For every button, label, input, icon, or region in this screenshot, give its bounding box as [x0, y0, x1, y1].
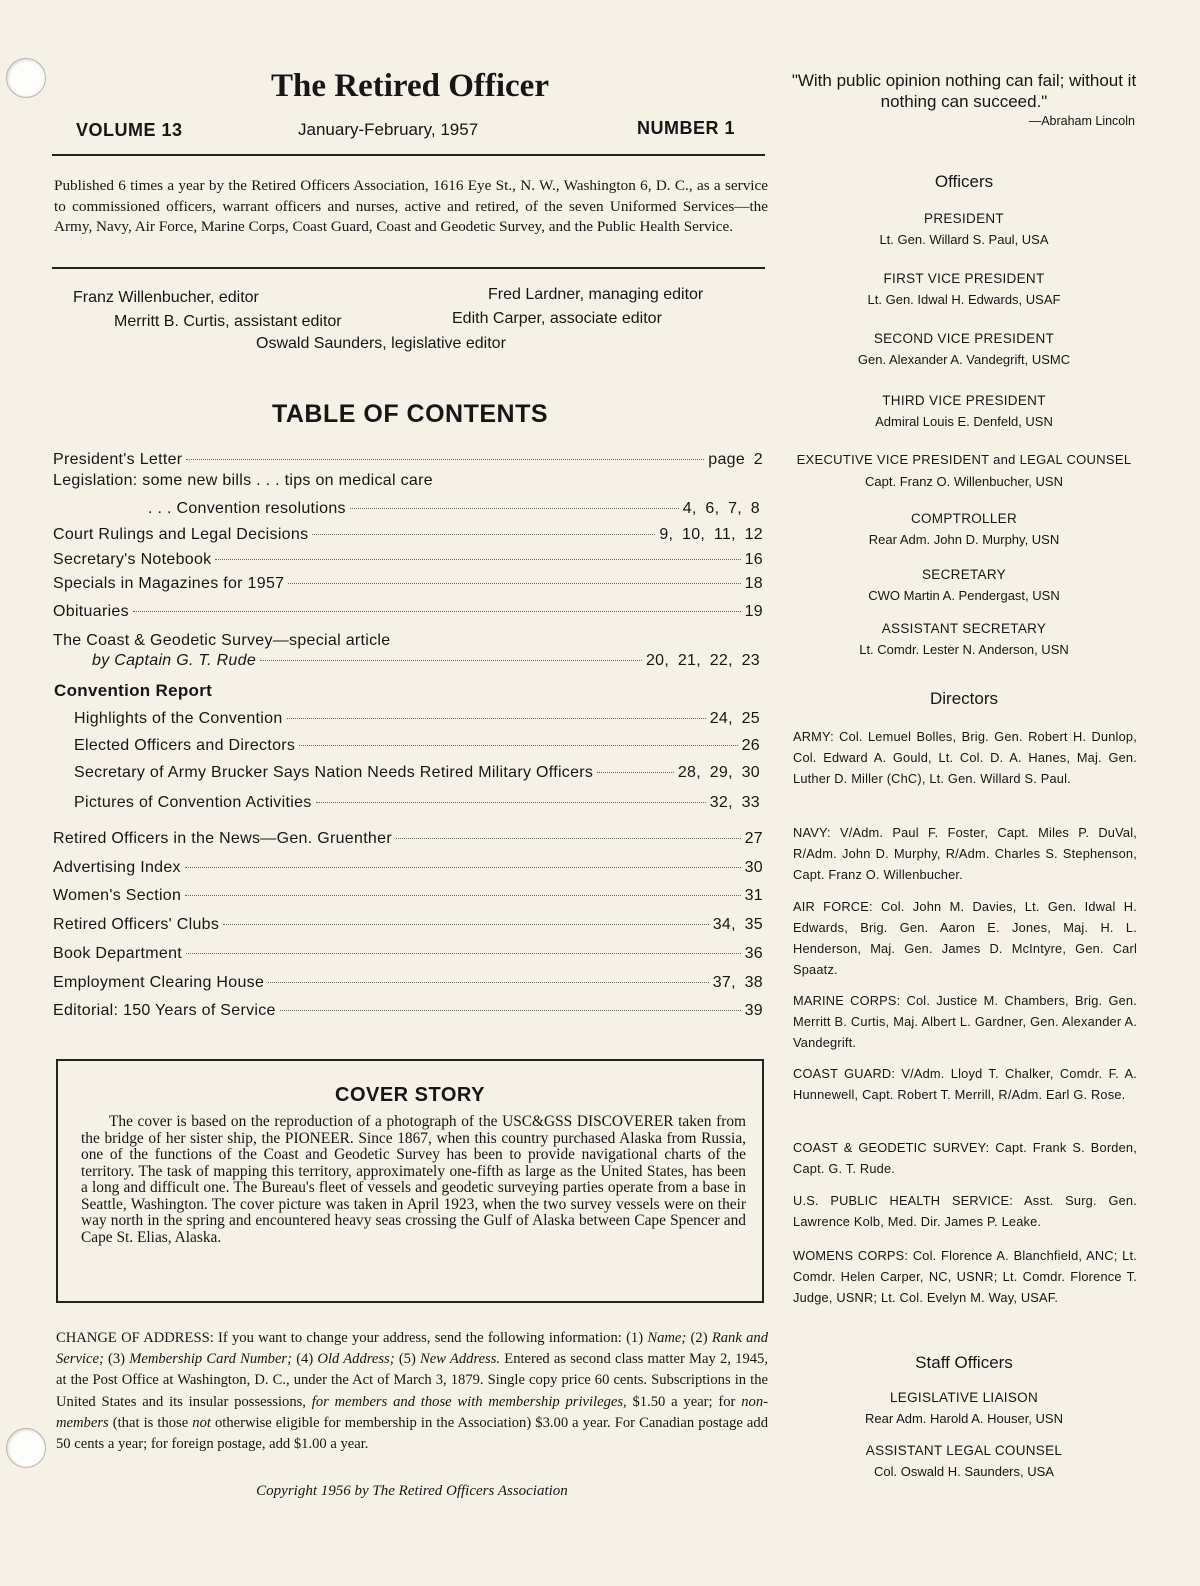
toc-pages: page 2 [708, 451, 763, 468]
managing-editor: Fred Lardner, managing editor [488, 286, 704, 303]
officer-role-comptroller: COMPTROLLER [910, 511, 1018, 526]
toc-label: Elected Officers and Directors [74, 737, 296, 754]
toc-entry-highlights[interactable] [74, 710, 760, 728]
toc-entry-obituaries[interactable] [53, 603, 763, 621]
toc-pages: 19 [744, 603, 763, 620]
officer-role-third-vp: THIRD VICE PRESIDENT [882, 393, 1046, 408]
toc-pages: 39 [744, 1002, 763, 1019]
quote-author: —Abraham Lincoln [1028, 114, 1135, 128]
issue-number: NUMBER 1 [637, 118, 736, 138]
issue-date: January-February, 1957 [298, 120, 479, 139]
toc-pages: 20, 21, 22, 23 [645, 652, 760, 669]
editor: Franz Willenbucher, editor [73, 289, 259, 306]
cover-story-text: The cover is based on the reproduction of a photograph of the USC&GSS DISCOVERER taken from the bridge of her sister ship, the PIONEER. Since 1867, when this country purchased Alaska from Russia, one of the functions of the Coast and Geodetic Survey has been to provide navigational charts of the territory. The task of mapping this territory, approximately one-fifth as large as the United States, has been a long and difficult one. The Bureau's fleet of vessels and geodetic surveying parties operate from a base in Seattle, Washington. The cover picture was taken in April 1923, when the two survey vessels were on their way north in the spring and encountered heavy seas crossing the Gulf of Alaska between Cape Spencer and Cape St. Elias, Alaska. [81, 1113, 746, 1246]
officer-name-asst-secretary: Lt. Comdr. Lester N. Anderson, USN [859, 642, 1069, 657]
officer-role-secretary: SECRETARY [922, 567, 1006, 582]
toc-label: Secretary of Army Brucker Says Nation Needs Retired Military Officers [74, 764, 594, 781]
toc-entry-in-news[interactable] [53, 830, 763, 848]
leader-dots [312, 534, 655, 535]
copyright-notice: Copyright 1956 by The Retired Officers Association [256, 1483, 568, 1499]
officer-name-president: Lt. Gen. Willard S. Paul, USA [879, 232, 1049, 247]
toc-entry-employment[interactable] [53, 974, 763, 992]
staff-role-liaison: LEGISLATIVE LIAISON [889, 1390, 1038, 1405]
toc-label: Retired Officers in the News—Gen. Gruenther [53, 830, 392, 847]
staff-name-liaison: Rear Adm. Harold A. Houser, USN [865, 1411, 1063, 1426]
toc-label: Book Department [53, 945, 183, 962]
officer-role-first-vp: FIRST VICE PRESIDENT [883, 271, 1045, 286]
leader-dots [597, 772, 674, 773]
toc-label: Advertising Index [53, 859, 181, 876]
toc-pages: 26 [741, 737, 760, 754]
toc-entry-pictures[interactable] [74, 794, 760, 812]
toc-label: Highlights of the Convention [74, 710, 283, 727]
directors-public-health: U.S. PUBLIC HEALTH SERVICE: Asst. Surg. Gen. Lawrence Kolb, Med. Dir. James P. Leake. [793, 1193, 1137, 1229]
toc-label: Retired Officers' Clubs [53, 916, 220, 933]
directors-air-force: AIR FORCE: Col. John M. Davies, Lt. Gen. Idwal H. Edwards, Brig. Gen. Aaron E. Jones, Maj. H. L. Henderson, Maj. Gen. James D. McIntyre, Gen. Carl Spaatz. [793, 899, 1137, 977]
change-of-address-notice: CHANGE OF ADDRESS: If you want to change your address, send the following information: (1) Name; (2) Rank and Service; (3) Membership Card Number; (4) Old Address; (5) New Address. Entered as second class matter May 2, 1945, at the Post Office at Washington, D. C., under the Act of March 3, 1879. Single copy price 60 cents. Subscriptions in the United States and its insular possessions, for members and those with membership privileges, $1.50 a year; for non-members (that is those not otherwise eligible for membership in the Association) $3.00 a year. For Canadian postage add 50 cents a year; for foreign postage, add $1.00 a year. [56, 1330, 768, 1453]
officer-name-exec-vp: Capt. Franz O. Willenbucher, USN [865, 474, 1063, 489]
toc-entry-convention-resolutions[interactable] [148, 500, 760, 518]
toc-pages: 31 [744, 887, 763, 904]
toc-pages: 36 [744, 945, 763, 962]
toc-label: President's Letter [53, 451, 183, 468]
editors-divider [52, 267, 765, 269]
leader-dots [186, 953, 741, 954]
officer-name-third-vp: Admiral Louis E. Denfeld, USN [875, 414, 1053, 429]
toc-pages: 27 [744, 830, 763, 847]
directors-geodetic-survey: COAST & GEODETIC SURVEY: Capt. Frank S. Borden, Capt. G. T. Rude. [793, 1140, 1137, 1176]
leader-dots [280, 1010, 741, 1011]
toc-entry-legislation[interactable]: Legislation: some new bills . . . tips on medical care [53, 472, 433, 489]
toc-entry-specials[interactable] [53, 575, 763, 593]
officer-role-exec-vp: EXECUTIVE VICE PRESIDENT and LEGAL COUNSEL [796, 452, 1132, 467]
officer-role-second-vp: SECOND VICE PRESIDENT [873, 331, 1055, 346]
masthead-title: The Retired Officer [271, 68, 549, 104]
toc-label: Women's Section [53, 887, 182, 904]
leader-dots [268, 982, 709, 983]
toc-section-convention-report: Convention Report [54, 681, 213, 700]
leader-dots [223, 924, 709, 925]
punch-hole-top [6, 58, 46, 98]
toc-heading: TABLE OF CONTENTS [271, 400, 549, 428]
directors-marine-corps: MARINE CORPS: Col. Justice M. Chambers, Brig. Gen. Merritt B. Curtis, Maj. Albert L. Gardner, Gen. Alexander A. Vandegrift. [793, 993, 1137, 1050]
toc-entry-court-rulings[interactable] [53, 526, 763, 544]
toc-label: Pictures of Convention Activities [74, 794, 312, 811]
toc-label: Court Rulings and Legal Decisions [53, 526, 309, 543]
directors-coast-guard: COAST GUARD: V/Adm. Lloyd T. Chalker, Comdr. F. A. Hunnewell, Capt. Robert T. Merrill, R/Adm. Earl G. Rose. [793, 1066, 1137, 1102]
staff-name-legal: Col. Oswald H. Saunders, USA [874, 1464, 1054, 1479]
toc-entry-book[interactable] [53, 945, 763, 963]
toc-label: Editorial: 150 Years of Service [53, 1002, 276, 1019]
leader-dots [287, 718, 706, 719]
toc-entry-womens[interactable] [53, 887, 763, 905]
officer-name-secretary: CWO Martin A. Pendergast, USN [868, 588, 1060, 603]
lincoln-quote: "With public opinion nothing can fail; without it nothing can succeed." [791, 71, 1137, 111]
toc-pages: 30 [744, 859, 763, 876]
officer-name-first-vp: Lt. Gen. Idwal H. Edwards, USAF [867, 292, 1061, 307]
toc-label: Obituaries [53, 603, 129, 620]
toc-label: Secretary's Notebook [53, 551, 212, 568]
leader-dots [299, 745, 737, 746]
toc-label: by Captain G. T. Rude [92, 652, 257, 669]
volume-label: VOLUME 13 [76, 120, 183, 140]
directors-navy: NAVY: V/Adm. Paul F. Foster, Capt. Miles P. DuVal, R/Adm. John D. Murphy, R/Adm. Charles S. Stephenson, Capt. Franz O. Willenbucher. [793, 825, 1137, 882]
leader-dots [185, 867, 741, 868]
directors-womens-corps: WOMENS CORPS: Col. Florence A. Blanchfield, ANC; Lt. Comdr. Helen Carper, NC, USNR; Lt. Comdr. Florence T. Judge, USNR; Lt. Col. Evelyn M. Way, USAF. [793, 1248, 1137, 1305]
toc-pages: 4, 6, 7, 8 [682, 500, 760, 517]
leader-dots [350, 508, 679, 509]
directors-heading: Directors [929, 689, 998, 708]
toc-label: Specials in Magazines for 1957 [53, 575, 285, 592]
leader-dots [185, 895, 740, 896]
toc-entry-secretary-notebook[interactable] [53, 551, 763, 569]
toc-label: Employment Clearing House [53, 974, 265, 991]
legislative-editor: Oswald Saunders, legislative editor [256, 335, 506, 352]
toc-entry-coast-geodetic-author[interactable] [92, 652, 760, 670]
punch-hole-bottom [6, 1428, 46, 1468]
officer-name-comptroller: Rear Adm. John D. Murphy, USN [868, 532, 1060, 547]
leader-dots [396, 838, 741, 839]
toc-entry-advertising[interactable] [53, 859, 763, 877]
leader-dots [288, 583, 740, 584]
toc-pages: 32, 33 [709, 794, 760, 811]
toc-entry-elected[interactable] [74, 737, 760, 755]
leader-dots [215, 559, 740, 560]
toc-pages: 24, 25 [709, 710, 760, 727]
toc-label: . . . Convention resolutions [148, 500, 346, 517]
leader-dots [260, 660, 642, 661]
toc-entry-brucker[interactable] [74, 764, 760, 782]
leader-dots [133, 611, 741, 612]
directors-army: ARMY: Col. Lemuel Bolles, Brig. Gen. Robert H. Dunlop, Col. Edward A. Gould, Lt. Col. D. A. Hanes, Maj. Gen. Luther D. Miller (ChC), Lt. Gen. Willard S. Paul. [793, 729, 1137, 786]
leader-dots [316, 802, 706, 803]
toc-pages: 9, 10, 11, 12 [659, 526, 763, 543]
toc-entry-editorial[interactable] [53, 1002, 763, 1020]
toc-entry-coast-geodetic[interactable]: The Coast & Geodetic Survey—special article [53, 632, 391, 649]
cover-story-title: COVER STORY [335, 1084, 485, 1106]
assistant-editor: Merritt B. Curtis, assistant editor [114, 313, 342, 330]
staff-role-legal: ASSISTANT LEGAL COUNSEL [865, 1443, 1063, 1458]
toc-pages: 18 [744, 575, 763, 592]
officers-heading: Officers [934, 172, 994, 191]
associate-editor: Edith Carper, associate editor [452, 310, 662, 327]
toc-pages: 37, 38 [712, 974, 763, 991]
toc-pages: 16 [744, 551, 763, 568]
toc-entry-clubs[interactable] [53, 916, 763, 934]
toc-entry-presidents-letter[interactable] [53, 451, 763, 469]
officer-role-asst-secretary: ASSISTANT SECRETARY [881, 621, 1047, 636]
publication-notice: Published 6 times a year by the Retired Officers Association, 1616 Eye St., N. W., Washington 6, D. C., as a service to commissioned officers, warrant officers and nurses, active and retired, of the seven Uniformed Services—the Army, Navy, Air Force, Marine Corps, Coast Guard, Coast and Geodetic Survey, and the Public Health Service. [54, 177, 768, 235]
toc-pages: 34, 35 [712, 916, 763, 933]
officer-role-president: PRESIDENT [924, 211, 1004, 226]
header-divider [52, 154, 765, 156]
leader-dots [186, 459, 704, 460]
officer-name-second-vp: Gen. Alexander A. Vandegrift, USMC [857, 352, 1071, 367]
staff-officers-heading: Staff Officers [915, 1353, 1013, 1372]
toc-pages: 28, 29, 30 [677, 764, 760, 781]
